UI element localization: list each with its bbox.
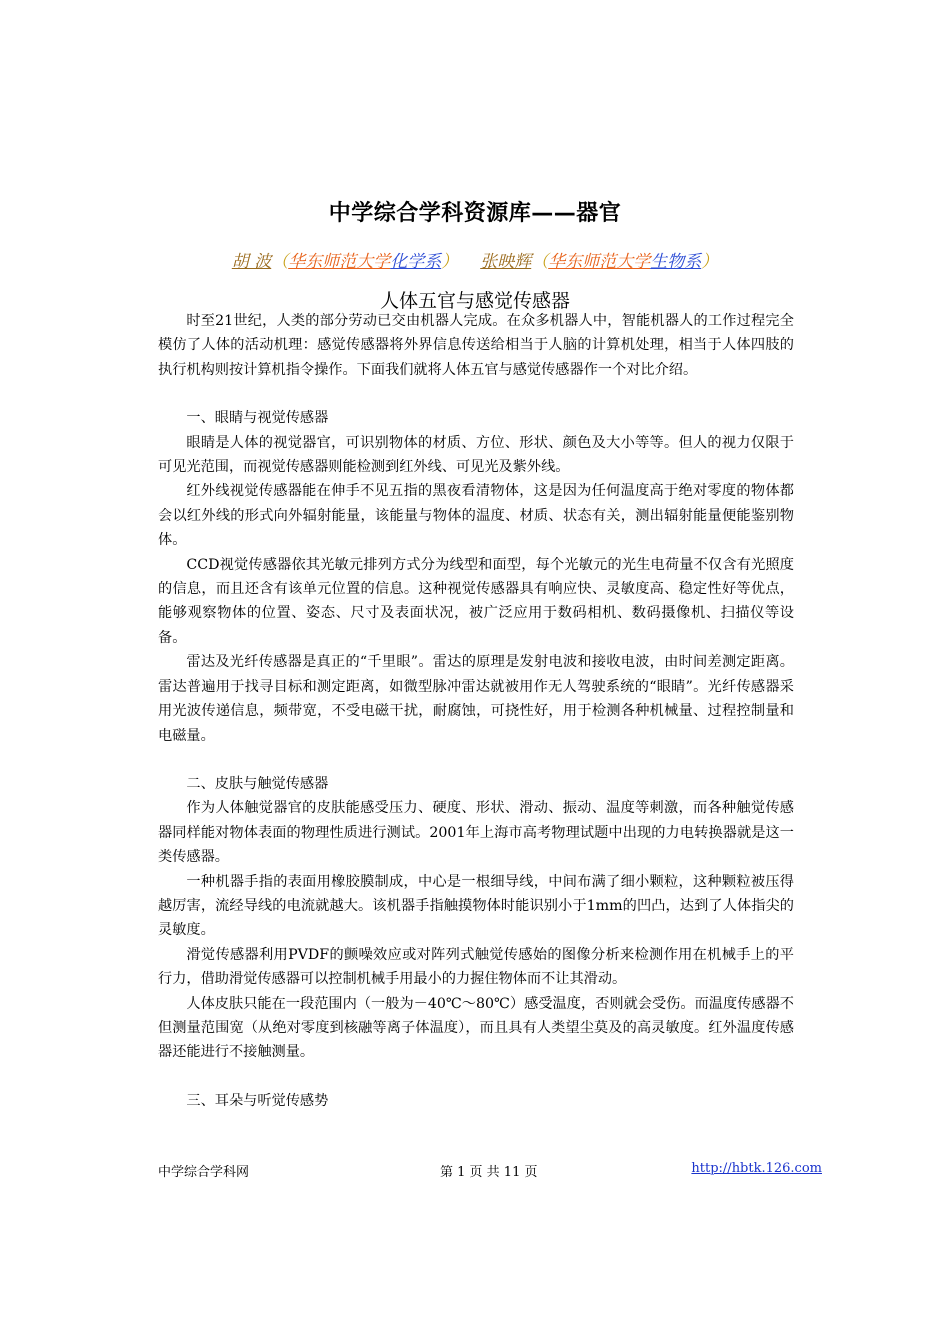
paragraph: 一种机器手指的表面用橡胶膜制成，中心是一根细导线，中间布满了细小颗粒，这种颗粒被压得越厉害，流经导线的电流就越大。该机器手指触摸物体时能识别小于1mm的凹凸，达到了人体指尖的灵敏度。 — [158, 873, 794, 939]
section-heading-eyes: 一、眼睛与视觉传感器 — [186, 410, 329, 427]
section-heading-ears: 三、耳朵与听觉传感势 — [186, 1092, 329, 1109]
paragraph: 人体皮肤只能在一段范围内（一般为－40℃～80℃）感受温度，否则就会受伤。而温度传感器不但测量范围宽（从绝对零度到核融等离子体温度），而且具有人类望尘莫及的高灵敏度。红外温度传感器还能进行不接触测量。 — [158, 995, 794, 1061]
document-title: 中学综合学科资源库——器官 — [328, 201, 622, 226]
author-link-hu-bo[interactable]: 胡 波 — [231, 252, 272, 272]
paren-close: ） — [441, 252, 459, 272]
author-link-zhang-yinghui[interactable]: 张映辉 — [480, 252, 532, 272]
page-footer — [158, 1161, 822, 1181]
paren-open-2: （ — [531, 252, 549, 272]
paragraph: 雷达及光纤传感器是真正的“千里眼”。雷达的原理是发射电波和接收电波，由时间差测定距离。雷达普遍用于找寻目标和测定距离，如微型脉冲雷达就被用作无人驾驶系统的“眼睛”。光纤传感器采用光波传递信息，频带宽，不受电磁干扰，耐腐蚀，可挠性好，用于检测各种机械量、过程控制量和电磁量。 — [158, 654, 794, 744]
university-link-2[interactable]: 华东师范大学 — [548, 252, 651, 272]
paragraph: CCD视觉传感器依其光敏元排列方式分为线型和面型，每个光敏元的光生电荷量不仅含有光照度的信息，而且还含有该单元位置的信息。这种视觉传感器具有响应快、灵敏度高、稳定性好等优点，能够观察物体的位置、姿态、尺寸及表面状况，被广泛应用于数码相机、数码摄像机、扫描仪等设备。 — [158, 556, 794, 646]
footer-page-number: 第 1 页 共 11 页 — [440, 1165, 538, 1180]
article-body — [158, 309, 794, 1113]
department-link-biology[interactable]: 生物系 — [650, 252, 702, 272]
paragraph: 滑觉传感器利用PVDF的颤噪效应或对阵列式触觉传感始的图像分析来检测作用在机械手上的平行力，借助滑觉传感器可以控制机械手用最小的力握住物体而不让其滑动。 — [158, 946, 794, 988]
intro-paragraph: 时至21世纪，人类的部分劳动已交由机器人完成。在众多机器人中，智能机器人的工作过程完全模仿了人体的活动机理：感觉传感器将外界信息传送给相当于人脑的计算机处理，相当于人体四肢的执行机构则按计算机指令操作。下面我们就将人体五官与感觉传感器作一个对比介绍。 — [158, 313, 794, 378]
paren-close-2: ） — [701, 252, 719, 272]
footer-website-link[interactable]: http://hbtk.126.com — [691, 1161, 822, 1176]
department-link-chemistry[interactable]: 化学系 — [390, 252, 442, 272]
section-heading-skin: 二、皮肤与触觉传感器 — [186, 775, 329, 792]
paragraph: 作为人体触觉器官的皮肤能感受压力、硬度、形状、滑动、振动、温度等刺激，而各种触觉传感器同样能对物体表面的物理性质进行测试。2001年上海市高考物理试题中出现的力电转换器就是这一类传感器。 — [158, 800, 794, 866]
university-link-1[interactable]: 华东师范大学 — [288, 252, 391, 272]
paragraph: 红外线视觉传感器能在伸手不见五指的黑夜看清物体，这是因为任何温度高于绝对零度的物体都会以红外线的形式向外辐射能量，该能量与物体的温度、材质、状态有关，测出辐射能量便能鉴别物体。 — [158, 483, 794, 549]
footer-site-name: 中学综合学科网 — [158, 1165, 250, 1180]
paren-open: （ — [271, 252, 289, 272]
paragraph: 眼睛是人体的视觉器官，可识别物体的材质、方位、形状、颜色及大小等等。但人的视力仅限于可见光范围，而视觉传感器则能检测到红外线、可见光及紫外线。 — [158, 434, 794, 476]
author-line — [0, 247, 950, 272]
article-subtitle: 人体五官与感觉传感器 — [379, 290, 570, 312]
